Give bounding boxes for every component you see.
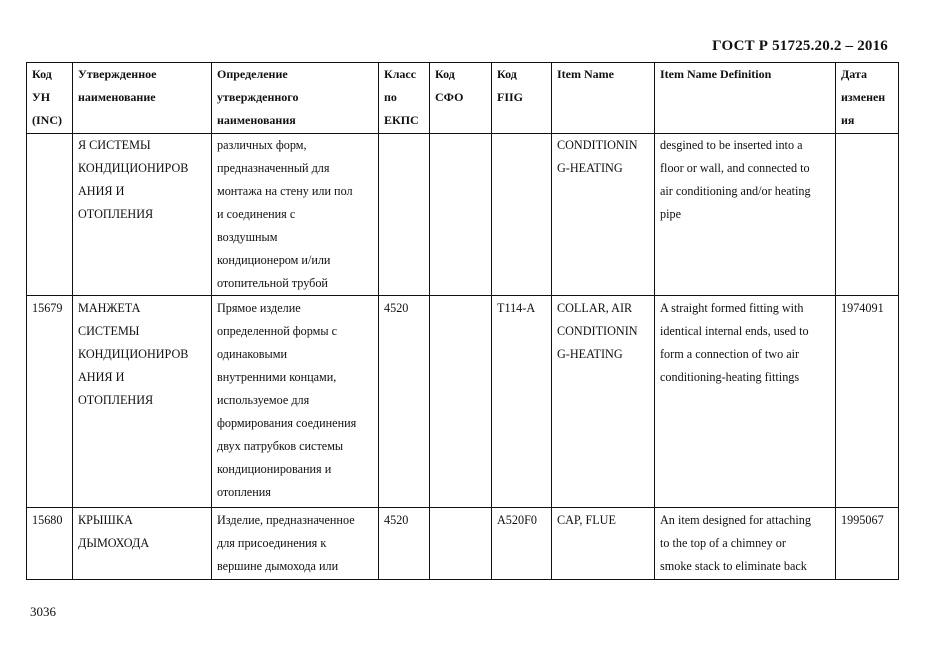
header-line: наименования	[217, 113, 296, 127]
col-change-date-cell	[836, 508, 899, 580]
cell-line: ДЫМОХОДА	[78, 536, 150, 550]
cell-line: вершине дымохода или	[217, 559, 339, 573]
header-line: Утвержденное	[78, 67, 157, 81]
cell-line: МАНЖЕТА	[78, 301, 141, 315]
header-line: СФО	[435, 90, 464, 104]
cell-line: КРЫШКА	[78, 513, 133, 527]
col-ekps-class-cell	[379, 508, 430, 580]
cell-line: CONDITIONIN	[557, 324, 638, 338]
cell-line: воздушным	[217, 230, 278, 244]
cell-line: 1995067	[841, 513, 884, 527]
col-item-name-definition-cell	[655, 134, 836, 296]
col-name-definition-cell	[212, 296, 379, 508]
cell-line: ОТОПЛЕНИЯ	[78, 393, 154, 407]
cell-line: ОТОПЛЕНИЯ	[78, 207, 154, 221]
items-table	[26, 62, 899, 580]
col-name-definition-header	[212, 63, 379, 134]
header-line: Код	[497, 67, 517, 81]
cell-line: 4520	[384, 301, 409, 315]
col-approved-name-cell	[73, 296, 212, 508]
col-sfo-code-cell	[430, 296, 492, 508]
header-line: (INC)	[32, 113, 62, 127]
col-approved-name-header	[73, 63, 212, 134]
header-line: наименование	[78, 90, 156, 104]
page-number: 3036	[30, 604, 56, 619]
cell-line: conditioning-heating fittings	[660, 370, 800, 384]
cell-line: pipe	[660, 207, 681, 221]
cell-line: отопления	[217, 485, 271, 499]
table-header-row	[27, 63, 899, 134]
cell-line: T114-A	[497, 301, 536, 315]
header-line: FIIG	[497, 90, 524, 104]
cell-line: COLLAR, AIR	[557, 301, 633, 315]
header-line: УН	[32, 90, 51, 104]
document-standard-code: ГОСТ Р 51725.20.2 – 2016	[712, 38, 888, 54]
col-fiig-code-cell	[492, 134, 552, 296]
cell-line: одинаковыми	[217, 347, 287, 361]
cell-line: A straight formed fitting with	[660, 301, 804, 315]
cell-line: для присоединения к	[217, 536, 327, 550]
col-sfo-code-header	[430, 63, 492, 134]
header-line: ЕКПС	[384, 113, 419, 127]
cell-line: внутренними концами,	[217, 370, 337, 384]
cell-line: air conditioning and/or heating	[660, 184, 811, 198]
cell-line: A520F0	[497, 513, 537, 527]
cell-line: floor or wall, and connected to	[660, 161, 810, 175]
col-item-name-definition-cell	[655, 296, 836, 508]
cell-line: CAP, FLUE	[557, 513, 616, 527]
cell-line: CONDITIONIN	[557, 138, 638, 152]
cell-line: to the top of a chimney or	[660, 536, 786, 550]
cell-line: 15680	[32, 513, 63, 527]
col-inc-code-header	[27, 63, 73, 134]
table-row	[27, 508, 899, 580]
cell-line: используемое для	[217, 393, 310, 407]
col-item-name-cell	[552, 296, 655, 508]
cell-line: Я СИСТЕМЫ	[78, 138, 151, 152]
cell-line: КОНДИЦИОНИРОВ	[78, 161, 189, 175]
cell-line: form a connection of two air	[660, 347, 800, 361]
col-fiig-code-cell	[492, 296, 552, 508]
cell-line: smoke stack to eliminate back	[660, 559, 807, 573]
col-item-name-cell	[552, 134, 655, 296]
cell-line: КОНДИЦИОНИРОВ	[78, 347, 189, 361]
col-inc-code-cell	[27, 508, 73, 580]
cell-line: определенной формы с	[217, 324, 338, 338]
cell-line: предназначенный для	[217, 161, 330, 175]
cell-line: АНИЯ И	[78, 370, 125, 384]
header-line: утвержденного	[217, 90, 299, 104]
cell-line: СИСТЕМЫ	[78, 324, 140, 338]
col-inc-code-cell	[27, 296, 73, 508]
header-line: Дата	[841, 67, 867, 81]
col-change-date-header	[836, 63, 899, 134]
cell-line: кондиционером и/или	[217, 253, 331, 267]
col-approved-name-cell	[73, 508, 212, 580]
header-line: Код	[435, 67, 455, 81]
cell-line: 1974091	[841, 301, 884, 315]
cell-line: АНИЯ И	[78, 184, 125, 198]
cell-line: различных форм,	[217, 138, 307, 152]
header-line: ия	[841, 113, 855, 127]
col-approved-name-cell	[73, 134, 212, 296]
col-ekps-class-header	[379, 63, 430, 134]
col-fiig-code-cell	[492, 508, 552, 580]
cell-line: An item designed for attaching	[660, 513, 811, 527]
col-name-definition-cell	[212, 134, 379, 296]
col-name-definition-cell	[212, 508, 379, 580]
col-change-date-cell	[836, 296, 899, 508]
col-ekps-class-cell	[379, 296, 430, 508]
header-line: Item Name	[557, 67, 614, 81]
table-body	[27, 134, 899, 580]
col-item-name-cell	[552, 508, 655, 580]
cell-line: G-HEATING	[557, 347, 623, 361]
col-fiig-code-header	[492, 63, 552, 134]
cell-line: 4520	[384, 513, 409, 527]
cell-line: отопительной трубой	[217, 276, 328, 290]
header-line: по	[384, 90, 397, 104]
col-item-name-definition-cell	[655, 508, 836, 580]
header-line: Класс	[384, 67, 417, 81]
cell-line: desgined to be inserted into a	[660, 138, 803, 152]
cell-line: и соединения с	[217, 207, 296, 221]
table-row	[27, 134, 899, 296]
header-line: Item Name Definition	[660, 67, 772, 81]
cell-line: кондиционирования и	[217, 462, 332, 476]
col-sfo-code-cell	[430, 134, 492, 296]
cell-line: 15679	[32, 301, 63, 315]
header-line: изменен	[841, 90, 886, 104]
cell-line: монтажа на стену или пол	[217, 184, 353, 198]
cell-line: G-HEATING	[557, 161, 623, 175]
cell-line: формирования соединения	[217, 416, 357, 430]
cell-line: identical internal ends, used to	[660, 324, 809, 338]
col-ekps-class-cell	[379, 134, 430, 296]
cell-line: Прямое изделие	[217, 301, 301, 315]
col-item-name-header	[552, 63, 655, 134]
header-line: Код	[32, 67, 52, 81]
cell-line: двух патрубков системы	[217, 439, 344, 453]
col-sfo-code-cell	[430, 508, 492, 580]
header-line: Определение	[217, 67, 288, 81]
table-row	[27, 296, 899, 508]
col-inc-code-cell	[27, 134, 73, 296]
col-change-date-cell	[836, 134, 899, 296]
col-item-name-definition-header	[655, 63, 836, 134]
cell-line: Изделие, предназначенное	[217, 513, 355, 527]
